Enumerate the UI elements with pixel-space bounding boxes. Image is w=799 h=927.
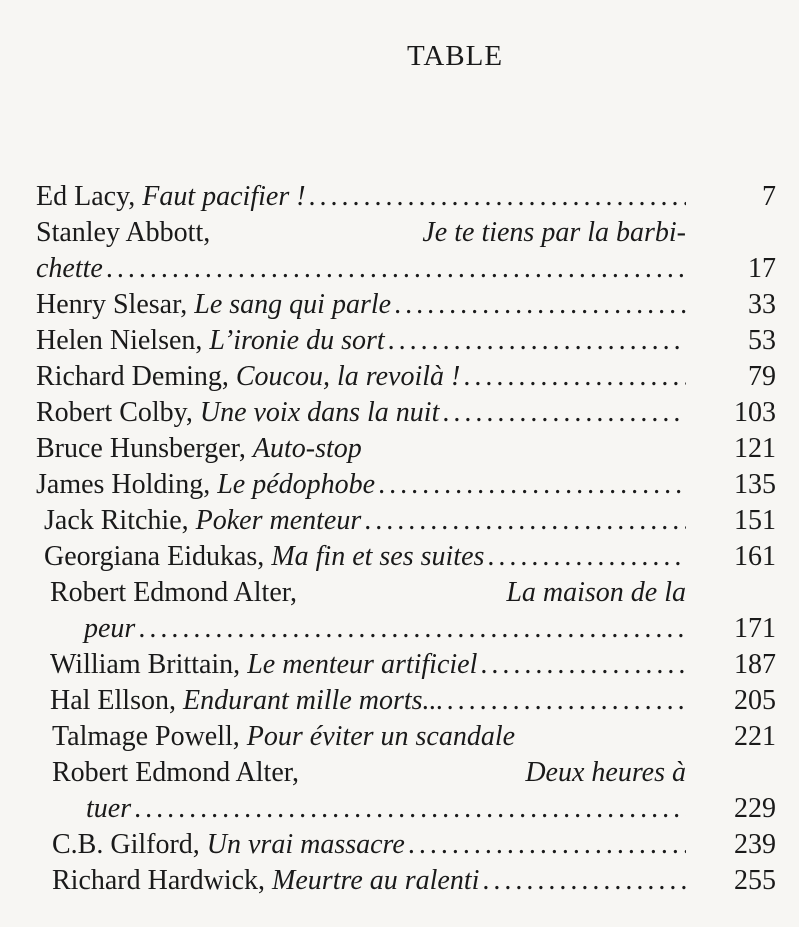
entry-page: 229 [734,793,776,824]
toc-entry [36,216,686,250]
toc-entry [50,576,686,610]
leader-dots [103,252,686,286]
entry-author: James Holding, [36,469,211,500]
leader-dots [385,324,686,358]
leader-dots [361,504,686,538]
entry-page: 53 [748,325,776,356]
toc-entry [52,864,686,898]
entry-title: Coucou, la revoilà ! [235,361,461,392]
entry-author: Jack Ritchie, [44,505,189,536]
entry-page: 135 [734,469,776,500]
entry-author: Richard Hardwick, [52,865,266,896]
leader-dots [391,288,686,322]
toc-entry [36,288,686,322]
entry-title-continued: peur [84,613,136,644]
entry-title: Endurant mille morts... [183,685,444,716]
entry-page: 239 [734,829,776,860]
entry-page: 205 [734,685,776,716]
toc-entry [36,324,686,358]
leader-dots [375,468,686,502]
entry-title: Un vrai massacre [206,829,405,860]
entry-page: 187 [734,649,776,680]
entry-title: Le sang qui parle [194,289,392,320]
leader-dots [484,540,686,574]
entry-page: 161 [734,541,776,572]
entry-author: Georgiana Eidukas, [44,541,265,572]
entry-author: Robert Colby, [36,397,193,428]
entry-author: Stanley Abbott, [36,217,211,248]
entry-author: C.B. Gilford, [52,829,200,860]
toc-entry [36,468,686,502]
entry-page: 17 [748,253,776,284]
entry-page: 255 [734,865,776,896]
entry-title: Je te tiens par la barbi- [422,217,686,248]
entry-page: 151 [734,505,776,536]
leader-dots [405,828,686,862]
entry-title: Faut pacifier ! [142,181,306,212]
entry-title: Auto-stop [252,433,362,464]
entry-author: Hal Ellson, [50,685,176,716]
entry-title: Une voix dans la nuit [199,397,440,428]
entry-title: Le pédophobe [217,469,376,500]
toc-entry-continued [86,792,686,826]
toc-entry [36,432,686,466]
entry-title-continued: tuer [86,793,132,824]
entry-page: 7 [762,181,776,212]
leader-dots [135,612,686,646]
entry-title-continued: chette [36,253,103,284]
entry-author: Richard Deming, [36,361,229,392]
entry-title: La maison de la [506,577,686,608]
entry-page: 121 [734,433,776,464]
leader-dots [479,864,686,898]
entry-author: Talmage Powell, [52,721,240,752]
entry-author: Bruce Hunsberger, [36,433,246,464]
entry-page: 221 [734,721,776,752]
toc-entry [52,720,686,754]
toc-entry [50,648,686,682]
entry-author: Ed Lacy, [36,181,136,212]
entry-title: Meurtre au ralenti [272,865,480,896]
toc-entry [50,684,686,718]
leader-dots [306,180,686,214]
entry-page: 171 [734,613,776,644]
entry-author: Helen Nielsen, [36,325,203,356]
entry-author: Robert Edmond Alter, [50,577,297,608]
leader-dots [439,396,686,430]
entry-page: 103 [734,397,776,428]
toc-entry [36,396,686,430]
toc-entry [52,756,686,790]
toc-entry [44,540,686,574]
toc-entry [36,360,686,394]
toc-entry [52,828,686,862]
entry-title: Poker menteur [195,505,362,536]
entry-author: Robert Edmond Alter, [52,757,299,788]
toc-entry-continued [36,252,686,286]
toc-entry [44,504,686,538]
leader-dots [477,648,686,682]
entry-author: William Brittain, [50,649,241,680]
entry-author: Henry Slesar, [36,289,188,320]
page-title: TABLE [406,40,504,72]
entry-title: L’ironie du sort [209,325,385,356]
entry-page: 79 [748,361,776,392]
entry-title: Deux heures à [525,757,686,788]
toc-entry-continued [84,612,686,646]
leader-dots [444,684,686,718]
leader-dots [460,360,686,394]
toc-entry [36,180,686,214]
entry-title: Pour éviter un scandale [246,721,516,752]
entry-page: 33 [748,289,776,320]
leader-dots [131,792,686,826]
entry-title: Le menteur artificiel [247,649,478,680]
entry-title: Ma fin et ses suites [271,541,485,572]
